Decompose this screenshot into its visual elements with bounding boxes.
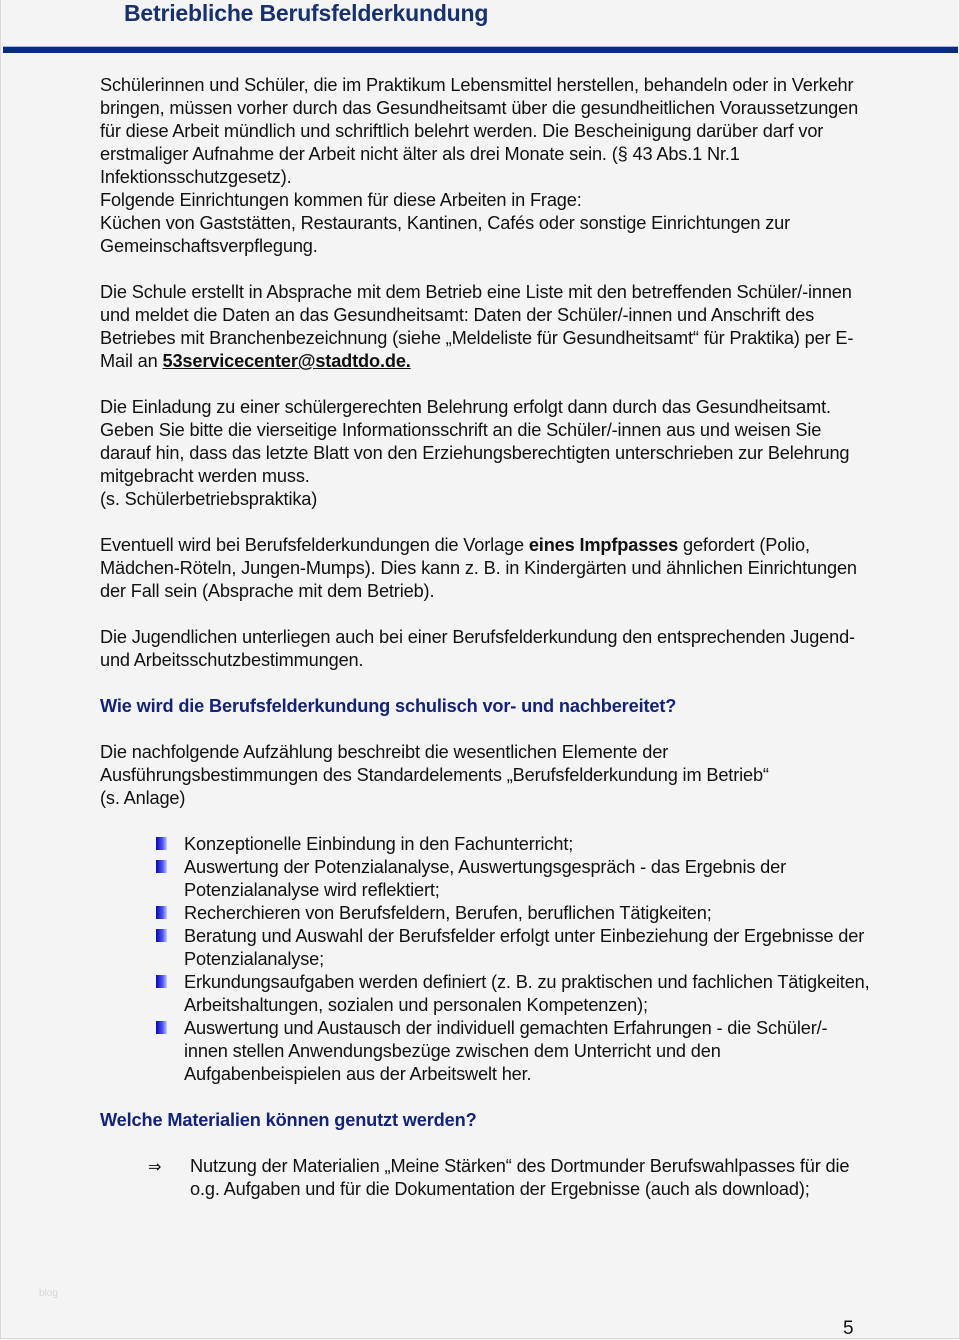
square-bullet-icon <box>156 860 167 873</box>
paragraph-school-list <box>100 281 870 373</box>
header-divider <box>3 46 958 53</box>
list-item-text: Beratung und Auswahl der Berufsfelder erfolgt unter Einbeziehung der Ergebnisse der Potenzialanalyse; <box>184 926 865 969</box>
watermark: blog <box>39 1288 58 1299</box>
school-list-text: Die Schule erstellt in Absprache mit dem Betrieb eine Liste mit den betreffenden Schüler/-innen und meldet die Daten an das Gesundheitsamt: Daten der Schüler/-innen und Anschrift des Betriebes mit Branchenbezeichnung (siehe „Meldeliste für Gesundheitsamt“ für Praktika) per E-Mail an <box>100 282 854 371</box>
list-item-text: Erkundungsaufgaben werden definiert (z. B. zu praktischen und fachlichen Tätigkeiten, Arbeitshaltungen, sozialen und personalen Kompetenzen); <box>184 972 870 1015</box>
heading-materials: Welche Materialien können genutzt werden? <box>100 1110 477 1130</box>
materials-list <box>100 1155 870 1201</box>
enumeration-intro-reference: (s. Anlage) <box>100 788 186 808</box>
paragraph-youth-protection: Die Jugendlichen unterliegen auch bei einer Berufsfelderkundung den entsprechenden Jugend- und Arbeitsschutzbestimmungen. <box>100 627 855 670</box>
paragraph-facilities-list: Küchen von Gaststätten, Restaurants, Kantinen, Cafés oder sonstige Einrichtungen zur Gemeinschaftsverpflegung. <box>100 213 791 256</box>
square-bullet-icon <box>156 837 167 850</box>
list-item <box>184 902 870 925</box>
double-arrow-right-icon: ⇒ <box>148 1157 162 1176</box>
paragraph-invitation <box>100 396 870 511</box>
list-item-text: Auswertung und Austausch der individuell gemachten Erfahrungen - die Schüler/-innen stellen Anwendungsbezüge zwischen dem Unterricht und den Aufgabenbeispielen aus der Arbeitswelt her. <box>184 1018 828 1084</box>
paragraph-facilities-intro: Folgende Einrichtungen kommen für diese Arbeiten in Frage: <box>100 190 582 210</box>
list-item-text: Konzeptionelle Einbindung in den Fachunterricht; <box>184 834 574 854</box>
heading-preparation: Wie wird die Berufsfelderkundung schulisch vor- und nachbereitet? <box>100 696 677 716</box>
vaccination-emphasis: eines Impfpasses <box>528 535 679 555</box>
page-number: 5 <box>843 1318 854 1339</box>
document-body <box>100 74 870 1201</box>
invitation-reference: (s. Schülerbetriebspraktika) <box>100 489 318 509</box>
square-bullet-icon <box>156 975 167 988</box>
paragraph-vaccination <box>100 534 870 603</box>
list-item <box>184 833 870 856</box>
vaccination-text-pre: Eventuell wird bei Berufsfelderkundungen die Vorlage <box>100 535 529 555</box>
list-item <box>184 1017 870 1086</box>
page-title: Betriebliche Berufsfelderkundung <box>124 0 489 26</box>
list-item-text: Recherchieren von Berufsfeldern, Berufen, beruflichen Tätigkeiten; <box>184 903 712 923</box>
square-bullet-icon <box>156 929 167 942</box>
list-item <box>148 1155 870 1201</box>
paragraph-enumeration-intro <box>100 741 870 810</box>
paragraph-food-hygiene: Schülerinnen und Schüler, die im Praktikum Lebensmittel herstellen, behandeln oder in Verkehr bringen, müssen vorher durch das Gesundheitsamt über die gesundheitlichen Voraussetzungen für diese Arbeit mündlich und schriftlich belehrt werden. Die Bescheinigung darüber darf vor erstmaliger Aufnahme der Arbeit nicht älter als drei Monate sein. (§ 43 Abs.1 Nr.1 Infektionsschutzgesetz). <box>100 75 859 187</box>
invitation-text: Die Einladung zu einer schülergerechten Belehrung erfolgt dann durch das Gesundheitsamt. Geben Sie bitte die vierseitige Informationsschrift an die Schüler/-innen aus und weisen Sie darauf hin, dass das letzte Blatt von den Erziehungsberechtigten unterschrieben zur Belehrung mitgebracht werden muss. <box>100 397 850 486</box>
email-link[interactable]: 53servicecenter@stadtdo.de. <box>162 351 411 371</box>
vaccination-text-post: gefordert (Polio, Mädchen-Röteln, Jungen-Mumps). Dies kann z. B. in Kindergärten und ähnlichen Einrichtungen der Fall sein (Absprache mit dem Betrieb). <box>100 535 857 601</box>
list-item <box>184 856 870 902</box>
list-item-text: Nutzung der Materialien „Meine Stärken“ des Dortmunder Berufswahlpasses für die o.g. Aufgaben und für die Dokumentation der Ergebnisse (auch als download); <box>190 1156 850 1199</box>
list-item <box>184 925 870 971</box>
enumeration-intro-text: Die nachfolgende Aufzählung beschreibt die wesentlichen Elemente der Ausführungsbestimmungen des Standardelements „Berufsfelderkundung im Betrieb“ <box>100 742 769 785</box>
list-item-text: Auswertung der Potenzialanalyse, Auswertungsgespräch - das Ergebnis der Potenzialanalyse wird reflektiert; <box>184 857 787 900</box>
list-item <box>184 971 870 1017</box>
square-bullet-icon <box>156 906 167 919</box>
preparation-list <box>100 833 870 1086</box>
square-bullet-icon <box>156 1021 167 1034</box>
